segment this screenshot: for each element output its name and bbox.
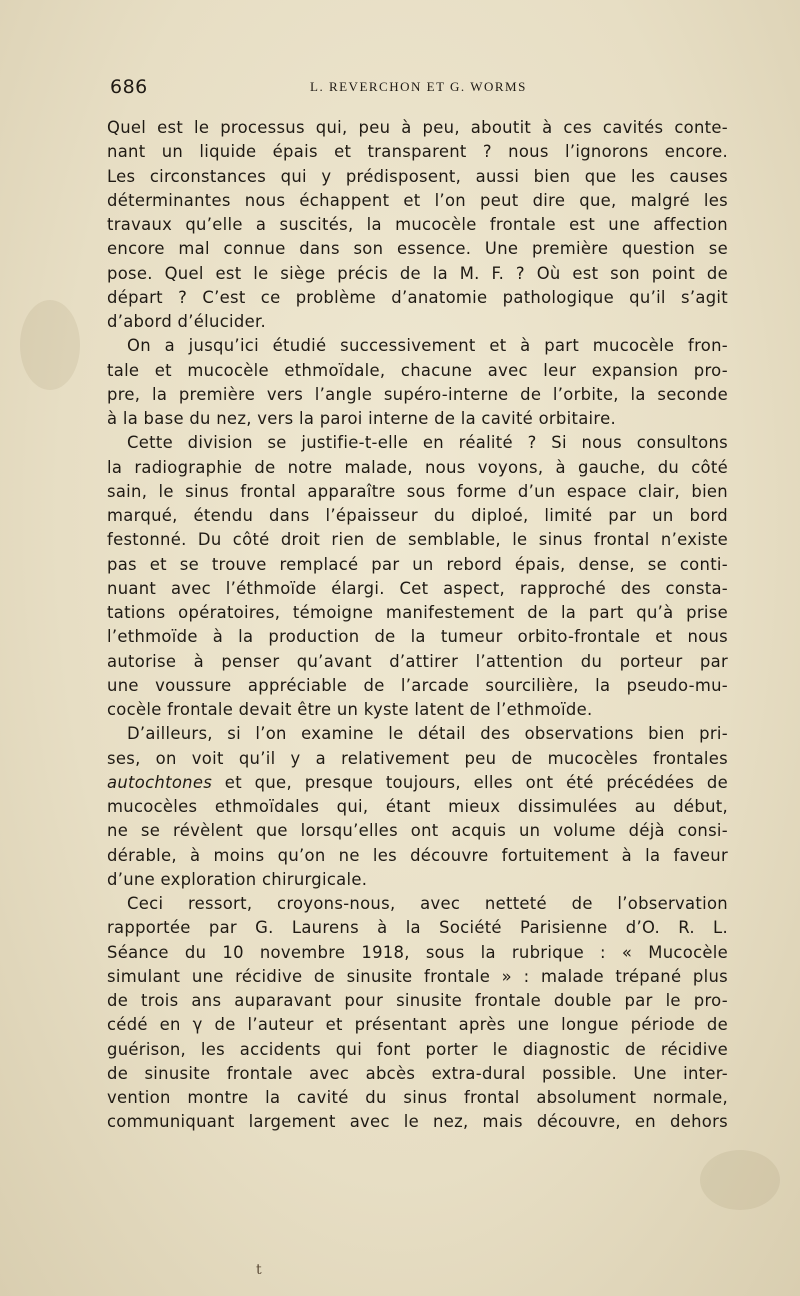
text-line: d’une exploration chirurgicale. — [107, 869, 368, 889]
text-line: une voussure appréciable de l’arcade sourcilière, la pseudo-mu- — [107, 675, 728, 695]
paper-stain — [700, 1150, 780, 1210]
text-line: guérison, les accidents qui font porter le diagnostic de récidive — [107, 1039, 728, 1059]
paper-stain — [20, 300, 80, 390]
text-line: travaux qu’elle a suscités, la mucocèle frontale est une affection — [107, 215, 728, 234]
text-line: à la base du nez, vers la paroi interne de la cavité orbitaire. — [107, 409, 616, 428]
text-line: sain, le sinus frontal apparaître sous forme d’un espace clair, bien — [107, 481, 728, 501]
text-line: d’abord d’élucider. — [107, 312, 266, 331]
text-line: mucocèles ethmoïdales qui, étant mieux dissimulées au début, — [107, 797, 728, 816]
text-line: rapportée par G. Laurens à la Société Parisienne d’O. R. L. — [107, 918, 728, 938]
text-line: cédé en γ de l’auteur et présentant après une longue période de — [107, 1015, 728, 1035]
text-line: tale et mucocèle ethmoïdale, chacune avec leur expansion pro- — [107, 360, 728, 380]
text-line: autochtones et que, presque toujours, elles ont été précédées de — [107, 772, 728, 792]
text-line: pas et se trouve remplacé par un rebord épais, dense, se conti- — [107, 554, 728, 574]
text-line: de sinusite frontale avec abcès extra-dural possible. Une inter- — [107, 1063, 728, 1083]
text-line: Séance du 10 novembre 1918, sous la rubrique : « Mucocèle — [107, 942, 728, 962]
page-header — [110, 76, 725, 102]
text-line: vention montre la cavité du sinus frontal absolument normale, — [107, 1088, 728, 1107]
text-line: D’ailleurs, si l’on examine le détail des observations bien pri- — [127, 724, 728, 744]
text-line: l’ethmoïde à la production de la tumeur orbito-frontale et nous — [107, 627, 728, 647]
text-line: communiquant largement avec le nez, mais découvre, en dehors — [107, 1112, 728, 1132]
text-line: déterminantes nous échappent et l’on peut dire que, malgré les — [107, 190, 728, 210]
text-line: marqué, étendu dans l’épaisseur du diploé, limité par un bord — [107, 506, 728, 525]
running-title: L. REVERCHON ET G. WORMS — [310, 79, 527, 94]
page-number: 686 — [110, 76, 148, 98]
text-line: On a jusqu’ici étudié successivement et à part mucocèle fron- — [127, 336, 728, 356]
text-line: nuant avec l’éthmoïde élargi. Cet aspect, rapproché des consta- — [107, 578, 728, 598]
text-line: festonné. Du côté droit rien de semblable, le sinus frontal n’existe — [107, 530, 728, 550]
text-line: dérable, à moins qu’on ne les découvre fortuitement à la faveur — [107, 845, 728, 865]
text-line: ne se révèlent que lorsqu’elles ont acquis un volume déjà consi- — [107, 821, 728, 841]
text-line: cocèle frontale devait être un kyste latent de l’ethmoïde. — [107, 700, 593, 719]
text-line: Quel est le processus qui, peu à peu, aboutit à ces cavités conte- — [107, 118, 728, 137]
text-line: simulant une récidive de sinusite frontale » : malade trépané plus — [107, 966, 728, 986]
text-line: la radiographie de notre malade, nous voyons, à gauche, du côté — [107, 457, 728, 477]
text-line: de trois ans auparavant pour sinusite frontale double par le pro- — [107, 991, 728, 1010]
text-line: Cette division se justifie-t-elle en réalité ? Si nous consultons — [127, 433, 728, 453]
text-line: nant un liquide épais et transparent ? nous l’ignorons encore. — [107, 142, 728, 162]
text-line: tations opératoires, témoigne manifestement de la part qu’à prise — [107, 603, 728, 622]
footer-mark: t — [256, 1262, 262, 1278]
text-line: ses, on voit qu’il y a relativement peu de mucocèles frontales — [107, 748, 728, 768]
text-line: départ ? C’est ce problème d’anatomie pathologique qu’il s’agit — [107, 287, 728, 307]
text-line: pre, la première vers l’angle supéro-interne de l’orbite, la seconde — [107, 384, 728, 404]
text-line: encore mal connue dans son essence. Une première question se — [107, 239, 728, 259]
text-line: Les circonstances qui y prédisposent, aussi bien que les causes — [107, 166, 728, 186]
text-line: autorise à penser qu’avant d’attirer l’attention du porteur par — [107, 651, 728, 671]
text-line: pose. Quel est le siège précis de la M. F. ? Où est son point de — [107, 263, 728, 283]
text-line: Ceci ressort, croyons-nous, avec netteté de l’observation — [127, 894, 728, 913]
body-text — [107, 116, 728, 1135]
